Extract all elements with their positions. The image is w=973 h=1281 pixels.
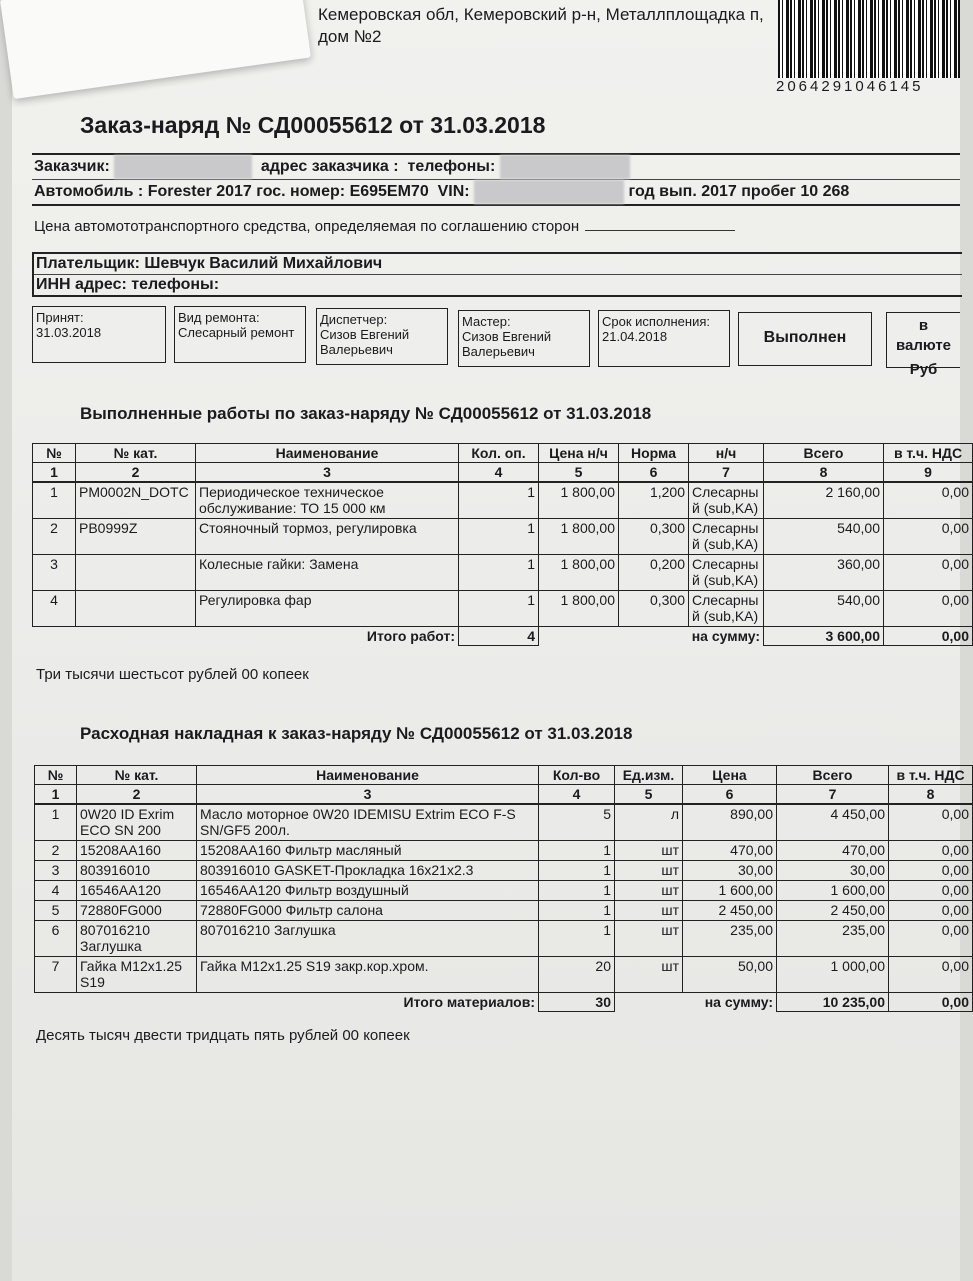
- deadline-value: 21.04.2018: [602, 329, 668, 344]
- work-name: Периодическое техническое обслуживание: ТО 15 000 км: [196, 482, 459, 518]
- materials-row: [35, 900, 973, 920]
- payer-line: Плательщик: Шевчук Василий Михайлович: [36, 255, 383, 272]
- mileage-label: пробег: [741, 183, 796, 200]
- materials-colnum: 3: [197, 785, 539, 805]
- work-vat: 0,00: [884, 482, 973, 518]
- car-label: Автомобиль :: [34, 183, 144, 200]
- price-note-text: Цена автомототранспортного средства, определяемая по соглашению сторон: [34, 218, 580, 235]
- plate-value: Е695ЕМ70: [349, 183, 429, 200]
- material-vat: 0,00: [889, 920, 973, 956]
- order-title: Заказ-наряд № СД00055612 от 31.03.2018: [80, 112, 546, 138]
- year-value: 2017: [701, 183, 737, 200]
- material-vat: 0,00: [889, 956, 973, 992]
- material-num: 3: [35, 860, 77, 880]
- material-vat: 0,00: [889, 804, 973, 840]
- material-num: 6: [35, 920, 77, 956]
- material-num: 1: [35, 804, 77, 840]
- material-total: 235,00: [777, 920, 889, 956]
- works-sum-in-words: Три тысячи шестьсот рублей 00 копеек: [36, 666, 309, 683]
- materials-sum-in-words: Десять тысяч двести тридцать пять рублей 00 копеек: [36, 1027, 410, 1044]
- material-vat: 0,00: [889, 900, 973, 920]
- work-cat: PB0999Z: [76, 518, 196, 554]
- material-vat: 0,00: [889, 840, 973, 860]
- materials-row: [35, 956, 973, 992]
- material-qty: 1: [539, 880, 615, 900]
- work-total: 360,00: [764, 554, 884, 590]
- works-header-cell: Всего: [764, 444, 884, 463]
- material-cat: 16546AA120: [77, 880, 197, 900]
- material-vat: 0,00: [889, 880, 973, 900]
- material-price: 235,00: [683, 920, 777, 956]
- works-colnum: 3: [196, 463, 459, 483]
- material-unit: шт: [615, 900, 683, 920]
- works-colnum: 2: [76, 463, 196, 483]
- customer-label: Заказчик:: [34, 158, 110, 175]
- material-qty: 5: [539, 804, 615, 840]
- materials-table: [34, 765, 973, 1012]
- material-price: 1 600,00: [683, 880, 777, 900]
- materials-heading: Расходная накладная к заказ-наряду № СД00055612 от 31.03.2018: [80, 724, 633, 743]
- material-total: 1 000,00: [777, 956, 889, 992]
- material-unit: шт: [615, 920, 683, 956]
- materials-header-cell: Цена: [683, 766, 777, 785]
- payer-inn-line: ИНН адрес: телефоны:: [34, 274, 962, 295]
- work-num: 2: [33, 518, 76, 554]
- materials-header-cell: Всего: [777, 766, 889, 785]
- accepted-value: 31.03.2018: [36, 325, 102, 340]
- material-cat: 72880FG000: [77, 900, 197, 920]
- work-price: 1 800,00: [539, 482, 619, 518]
- work-num: 3: [33, 554, 76, 590]
- material-total: 1 600,00: [777, 880, 889, 900]
- master-value: Сизов Евгений Валерьевич: [462, 329, 552, 359]
- car-line: [32, 179, 960, 204]
- customer-header: [32, 153, 960, 206]
- barcode-number: 2064291046145: [776, 78, 924, 95]
- work-nh: Слесарный (sub,KA): [689, 554, 764, 590]
- dispatcher-value: Сизов Евгений Валерьевич: [320, 327, 410, 357]
- works-table: [32, 443, 973, 646]
- work-vat: 0,00: [884, 518, 973, 554]
- work-cat: [76, 554, 196, 590]
- works-header-cell: Кол. оп.: [459, 444, 539, 463]
- materials-total-count: 30: [539, 992, 615, 1011]
- works-header-cell: №: [33, 444, 76, 463]
- work-qty: 1: [459, 518, 539, 554]
- works-total-row: [33, 626, 973, 645]
- works-colnum: 9: [884, 463, 973, 483]
- materials-header-cell: в т.ч. НДС: [889, 766, 973, 785]
- customer-name-redacted: [114, 155, 252, 179]
- materials-sum-vat: 0,00: [889, 992, 973, 1011]
- works-heading: Выполненные работы по заказ-наряду № СД00055612 от 31.03.2018: [80, 404, 652, 423]
- material-qty: 1: [539, 860, 615, 880]
- accepted-box: [32, 306, 166, 363]
- material-price: 30,00: [683, 860, 777, 880]
- works-total-label: Итого работ:: [366, 627, 455, 644]
- materials-colnum: 8: [889, 785, 973, 805]
- customer-address-label: адрес заказчика :: [260, 158, 399, 175]
- price-note: [34, 218, 735, 235]
- currency-value: Руб: [909, 361, 938, 378]
- materials-row: [35, 880, 973, 900]
- material-price: 2 450,00: [683, 900, 777, 920]
- material-unit: шт: [615, 840, 683, 860]
- works-row: [33, 518, 973, 554]
- work-name: Регулировка фар: [196, 590, 459, 626]
- work-cat: [76, 590, 196, 626]
- master-box: [458, 310, 590, 367]
- materials-row: [35, 804, 973, 840]
- materials-header-row: [35, 766, 973, 785]
- material-cat: 807016210 Заглушка: [77, 920, 197, 956]
- price-underline: [585, 218, 735, 231]
- works-header-cell: Норма: [619, 444, 689, 463]
- vin-redacted: [474, 180, 624, 204]
- work-price: 1 800,00: [539, 518, 619, 554]
- deadline-box: [598, 310, 730, 367]
- material-price: 890,00: [683, 804, 777, 840]
- work-num: 1: [33, 482, 76, 518]
- material-unit: л: [615, 804, 683, 840]
- repair-type-label: Вид ремонта:: [178, 310, 260, 325]
- materials-header-cell: Кол-во: [539, 766, 615, 785]
- material-total: 30,00: [777, 860, 889, 880]
- accepted-label: Принят:: [36, 310, 84, 325]
- material-qty: 1: [539, 900, 615, 920]
- repair-type-box: [174, 306, 306, 363]
- materials-row: [35, 840, 973, 860]
- works-sum-vat: 0,00: [884, 626, 973, 645]
- work-vat: 0,00: [884, 554, 973, 590]
- materials-colnum: 4: [539, 785, 615, 805]
- dispatcher-box: [316, 308, 448, 365]
- materials-colnum-row: [35, 785, 973, 805]
- work-total: 2 160,00: [764, 482, 884, 518]
- work-qty: 1: [459, 482, 539, 518]
- materials-colnum: 6: [683, 785, 777, 805]
- status-box: Выполнен: [738, 312, 872, 366]
- work-price: 1 800,00: [539, 554, 619, 590]
- work-nh: Слесарный (sub,KA): [689, 482, 764, 518]
- materials-row: [35, 920, 973, 956]
- materials-sum-value: 10 235,00: [777, 992, 889, 1011]
- materials-sum-label: на сумму:: [704, 993, 773, 1010]
- materials-total-label: Итого материалов:: [403, 993, 535, 1010]
- work-name: Колесные гайки: Замена: [196, 554, 459, 590]
- currency-label: в валюте: [895, 317, 952, 354]
- work-price: 1 800,00: [539, 590, 619, 626]
- works-total-count: 4: [459, 626, 539, 645]
- material-unit: шт: [615, 956, 683, 992]
- work-norm: 0,300: [619, 518, 689, 554]
- works-sum-value: 3 600,00: [764, 626, 884, 645]
- master-label: Мастер:: [462, 314, 511, 329]
- customer-phones-label: телефоны:: [407, 158, 496, 175]
- barcode-image: [778, 0, 960, 78]
- work-nh: Слесарный (sub,KA): [689, 590, 764, 626]
- work-total: 540,00: [764, 590, 884, 626]
- material-name: 72880FG000 Фильтр салона: [197, 900, 539, 920]
- materials-total-row: [35, 992, 973, 1011]
- work-name: Стояночный тормоз, регулировка: [196, 518, 459, 554]
- works-colnum: 7: [689, 463, 764, 483]
- works-colnum: 5: [539, 463, 619, 483]
- material-total: 2 450,00: [777, 900, 889, 920]
- material-unit: шт: [615, 860, 683, 880]
- customer-line: [32, 155, 960, 179]
- currency-box: [886, 312, 960, 378]
- plate-label: гос. номер:: [256, 183, 346, 200]
- work-vat: 0,00: [884, 590, 973, 626]
- work-norm: 1,200: [619, 482, 689, 518]
- material-unit: шт: [615, 880, 683, 900]
- material-name: 803916010 GASKET-Прокладка 16х21х2.3: [197, 860, 539, 880]
- materials-header-cell: Наименование: [197, 766, 539, 785]
- material-price: 50,00: [683, 956, 777, 992]
- works-row: [33, 482, 973, 518]
- deadline-label: Срок исполнения:: [602, 314, 710, 329]
- material-total: 4 450,00: [777, 804, 889, 840]
- material-name: 807016210 Заглушка: [197, 920, 539, 956]
- works-header-cell: н/ч: [689, 444, 764, 463]
- material-cat: 803916010: [77, 860, 197, 880]
- repair-type-value: Слесарный ремонт: [178, 325, 295, 340]
- material-cat: Гайка M12x1.25 S19: [77, 956, 197, 992]
- material-cat: 15208AA160: [77, 840, 197, 860]
- material-num: 7: [35, 956, 77, 992]
- vin-label: VIN:: [437, 183, 470, 200]
- year-label: год вып.: [628, 183, 697, 200]
- works-colnum: 8: [764, 463, 884, 483]
- works-header-cell: № кат.: [76, 444, 196, 463]
- material-price: 470,00: [683, 840, 777, 860]
- materials-header-cell: №: [35, 766, 77, 785]
- works-row: [33, 590, 973, 626]
- materials-colnum: 5: [615, 785, 683, 805]
- payer-box: [32, 252, 962, 297]
- material-qty: 1: [539, 920, 615, 956]
- material-vat: 0,00: [889, 860, 973, 880]
- material-qty: 20: [539, 956, 615, 992]
- works-header-cell: в т.ч. НДС: [884, 444, 973, 463]
- work-qty: 1: [459, 590, 539, 626]
- works-sum-label: на сумму:: [691, 627, 760, 644]
- work-nh: Слесарный (sub,KA): [689, 518, 764, 554]
- dispatcher-label: Диспетчер:: [320, 312, 388, 327]
- materials-row: [35, 860, 973, 880]
- work-cat: PM0002N_DOTC: [76, 482, 196, 518]
- car-value: Forester 2017: [147, 183, 252, 200]
- works-row: [33, 554, 973, 590]
- material-num: 5: [35, 900, 77, 920]
- works-colnum: 1: [33, 463, 76, 483]
- mileage-value: 10 268: [800, 183, 850, 200]
- works-header-row: [33, 444, 973, 463]
- material-name: 16546AA120 Фильтр воздушный: [197, 880, 539, 900]
- material-qty: 1: [539, 840, 615, 860]
- service-address: Кемеровская обл, Кемеровский р-н, Металлплощадка п, дом №2: [318, 5, 764, 46]
- material-name: Гайка M12x1.25 S19 закр.кор.хром.: [197, 956, 539, 992]
- material-name: Масло моторное 0W20 IDEMISU Extrim ECO F-S SN/GF5 200л.: [197, 804, 539, 840]
- materials-header-cell: № кат.: [77, 766, 197, 785]
- materials-header-cell: Ед.изм.: [615, 766, 683, 785]
- work-norm: 0,300: [619, 590, 689, 626]
- works-colnum: 6: [619, 463, 689, 483]
- work-total: 540,00: [764, 518, 884, 554]
- material-cat: 0W20 ID Exrim ECO SN 200: [77, 804, 197, 840]
- work-norm: 0,200: [619, 554, 689, 590]
- material-total: 470,00: [777, 840, 889, 860]
- works-colnum-row: [33, 463, 973, 483]
- work-qty: 1: [459, 554, 539, 590]
- works-header-cell: Наименование: [196, 444, 459, 463]
- material-num: 4: [35, 880, 77, 900]
- materials-colnum: 2: [77, 785, 197, 805]
- material-name: 15208AA160 Фильтр масляный: [197, 840, 539, 860]
- materials-colnum: 1: [35, 785, 77, 805]
- work-num: 4: [33, 590, 76, 626]
- materials-colnum: 7: [777, 785, 889, 805]
- works-header-cell: Цена н/ч: [539, 444, 619, 463]
- works-colnum: 4: [459, 463, 539, 483]
- material-num: 2: [35, 840, 77, 860]
